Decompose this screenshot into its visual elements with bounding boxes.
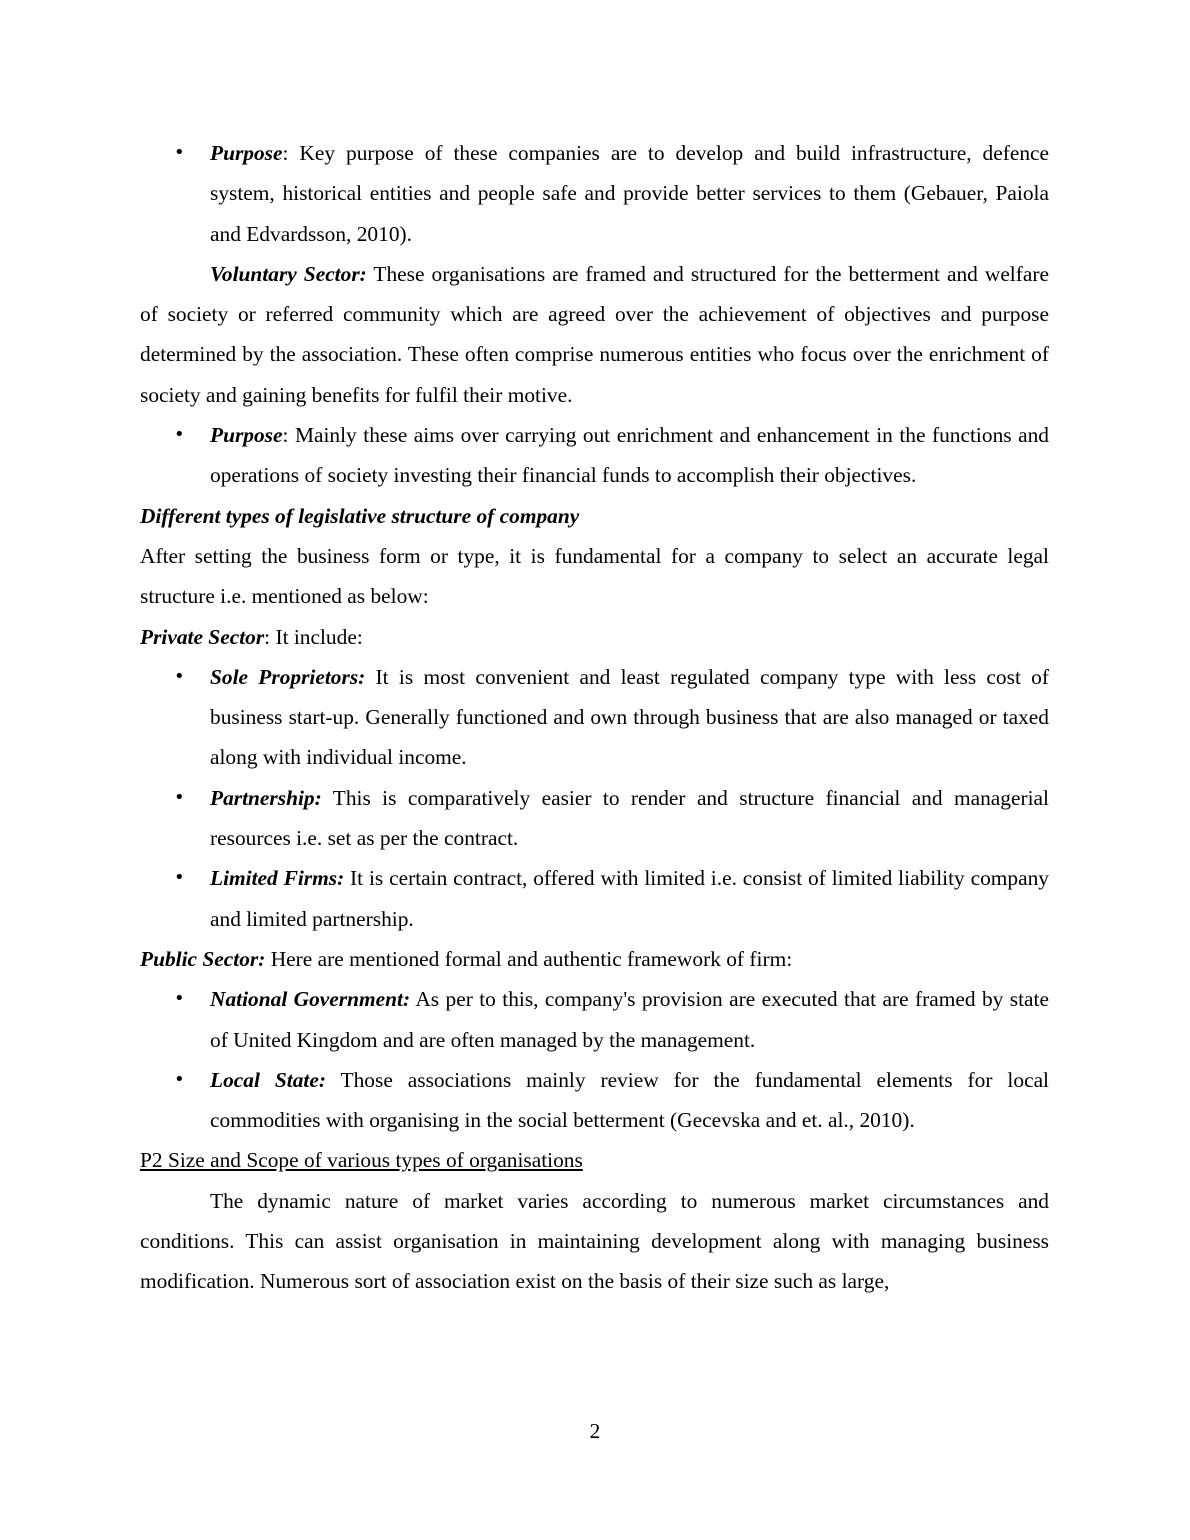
list-item [174, 133, 1049, 254]
term-limited-firms: Limited Firms: [210, 866, 345, 891]
paragraph-text: : It include: [264, 624, 363, 649]
item-text: This is comparatively easier to render and structure financial and managerial resources i.e. set as per the contract. [210, 785, 1049, 851]
bullet-icon: • [174, 867, 185, 889]
legislative-heading: Different types of legislative structure of company [140, 503, 580, 528]
page-number: 2 [589, 1419, 601, 1443]
list-item [174, 858, 1049, 939]
bullet-icon: • [174, 988, 185, 1010]
public-sector-list [140, 979, 1049, 1140]
voluntary-sector-paragraph [140, 254, 1049, 415]
p2-heading: P2 Size and Scope of various types of organisations [140, 1148, 583, 1173]
item-text: It is most convenient and least regulated company type with less cost of business start-up. Generally functioned and own through business that are also managed or taxed along with individual income. [210, 664, 1049, 770]
item-text: It is certain contract, offered with limited i.e. consist of limited liability company and limited partnership. [210, 866, 1049, 931]
bullet-icon: • [174, 665, 185, 687]
term-purpose: Purpose [210, 141, 283, 165]
paragraph-text: These organisations are framed and structured for the betterment and welfare of society or referred community which are agreed over the achievement of objectives and purpose determined by the association. These often comprise numerous entities who focus over the enrichment of society and gaining benefits for fulfil their motive. [140, 261, 1049, 407]
private-sector-list [140, 657, 1049, 939]
list-item [174, 979, 1049, 1060]
bullet-icon: • [174, 424, 185, 446]
bullet-icon: • [174, 1068, 185, 1090]
document-page [140, 133, 1049, 1302]
list-item [174, 657, 1049, 778]
term-partnership: Partnership: [210, 785, 322, 810]
term-sole-proprietors: Sole Proprietors: [210, 664, 366, 689]
item-text: : Mainly these aims over carrying out enrichment and enhancement in the functions and operations of society investing their financial funds to accomplish their objectives. [210, 423, 1049, 488]
public-sector-paragraph [140, 939, 1049, 979]
bullet-icon: • [174, 142, 185, 163]
list-item [174, 778, 1049, 859]
purpose-list-1 [140, 133, 1049, 254]
legislative-intro: After setting the business form or type, it is fundamental for a company to select an accurate legal structure i.e. mentioned as below: [140, 543, 1049, 609]
term-private-sector: Private Sector [140, 624, 265, 649]
paragraph-text: Here are mentioned formal and authentic framework of firm: [265, 946, 793, 971]
p2-paragraph: The dynamic nature of market varies according to numerous market circumstances and conditions. This can assist organisation in maintaining development along with managing business modification. Numerous sort of association exist on the basis of their size such as large, [140, 1188, 1049, 1294]
item-text: Those associations mainly review for the fundamental elements for local commodities with organising in the social betterment (Gecevska and et. al., 2010). [210, 1067, 1050, 1133]
item-text: : Key purpose of these companies are to develop and build infrastructure, defence system, historical entities and people safe and provide better services to them (Gebauer, Paiola and Edvardsson, 2010). [210, 141, 1049, 246]
item-text: As per to this, company's provision are executed that are framed by state of United Kingdom and are often managed by the management. [210, 987, 1049, 1052]
private-sector-paragraph [140, 617, 1049, 657]
term-purpose: Purpose [210, 423, 283, 448]
purpose-list-2 [140, 415, 1049, 496]
list-item [174, 415, 1049, 496]
list-item [174, 1060, 1050, 1141]
term-local-state: Local State: [210, 1067, 326, 1092]
term-national-government: National Government: [210, 987, 411, 1012]
bullet-icon: • [174, 786, 185, 808]
term-voluntary-sector: Voluntary Sector: [210, 261, 367, 286]
term-public-sector: Public Sector: [140, 946, 266, 971]
